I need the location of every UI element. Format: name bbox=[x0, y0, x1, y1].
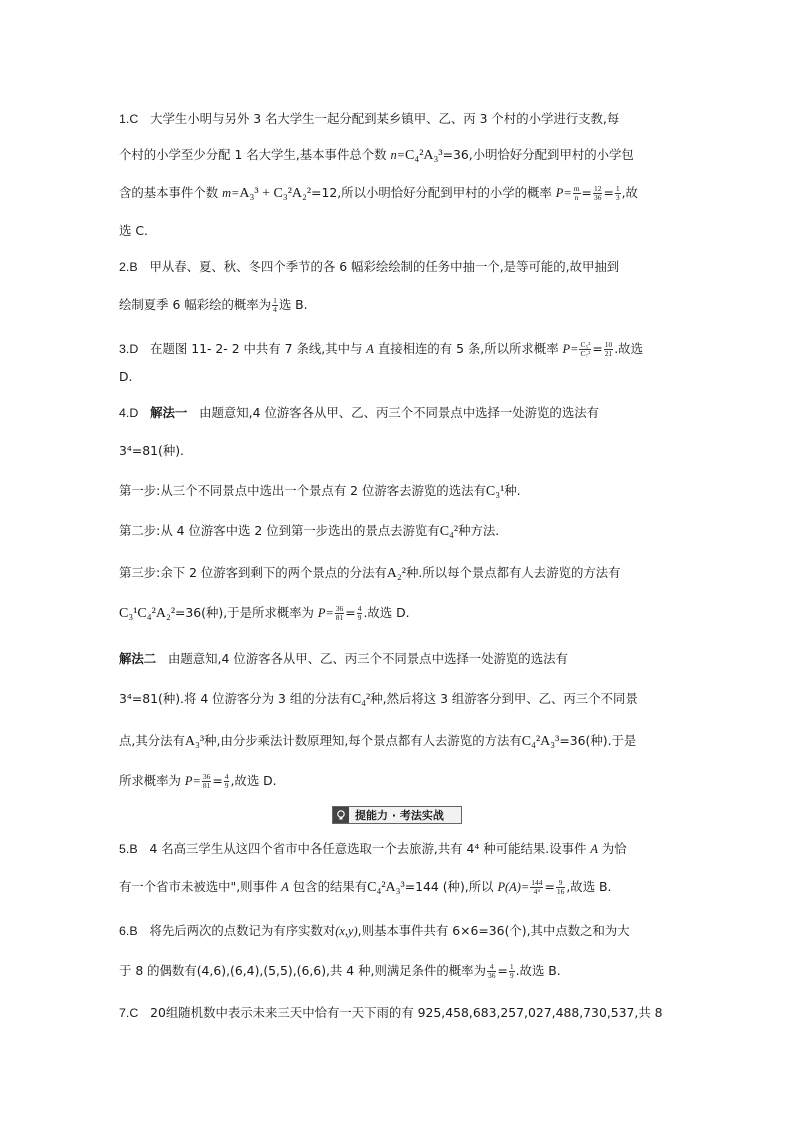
q4-line-1: 4.D 解法一 由题意知,4 位游客各从甲、乙、丙三个不同景点中选择一处游览的选法有 bbox=[119, 405, 599, 420]
q1-line-2: 个村的小学至少分配 1 名大学生,基本事件总个数 n=C₄²A₃³=36,小明恰好分配到甲村的小学包 bbox=[119, 147, 634, 163]
q7-line-1: 7.C 20组随机数中表示未来三天中恰有一天下雨的有 925,458,683,257,027,488,730,537,共 8 bbox=[119, 1005, 663, 1020]
q5-line-1: 5.B 4 名高三学生从这四个省市中各任意选取一个去旅游,共有 4⁴ 种可能结果.设事件 A 为恰 bbox=[119, 841, 627, 856]
section-title: 提能力 · 考法实战 bbox=[355, 809, 444, 822]
q7-label: 7.C bbox=[119, 1006, 139, 1020]
q1-line-1: 1.C 大学生小明与另外 3 名大学生一起分配到某乡镇甲、乙、丙 3 个村的小学进行支教,每 bbox=[119, 111, 620, 126]
q6-label: 6.B bbox=[119, 924, 138, 938]
q1-line-3: 含的基本事件个数 m=A₃³ + C₃²A₂²=12,所以小明恰好分配到甲村的小学的概率 P= $\frac{m}{n}$ = $\frac{12}{36}$ = $\frac{1}{3}$ ,故 bbox=[119, 184, 638, 202]
section-header bbox=[332, 806, 462, 824]
q1-line-4: 选 C. bbox=[119, 223, 148, 238]
q4-step-2: 第二步:从 4 位游客中选 2 位到第一步选出的景点去游览有C₄²种方法. bbox=[119, 523, 500, 539]
q4-method2-line-4: 所求概率为 P= $\frac{36}{81}$ = $\frac{4}{9}$ ,故选 D. bbox=[119, 772, 277, 790]
q3-line-1: 3.D 在题图 11- 2- 2 中共有 7 条线,其中与 A 直接相连的有 5 条,所以所求概率 P= $\frac{\text{C₅²}}{\text{C₇²}}$ = $\frac{10}{21}$ .故选 bbox=[119, 340, 643, 358]
q2-line-2: 绘制夏季 6 幅彩绘的概率为 $\frac{1}{4}$ 选 B. bbox=[119, 296, 308, 314]
q3-line-2: D. bbox=[119, 369, 133, 384]
q4-step-3: 第三步:余下 2 位游客到剩下的两个景点的分法有A₂²种.所以每个景点都有人去游览的方法有 bbox=[119, 565, 621, 581]
q6-line-1: 6.B 将先后两次的点数记为有序实数对(x,y),则基本事件共有 6×6=36(个),其中点数之和为大 bbox=[119, 923, 630, 938]
fraction: $\frac{m}{n}$ bbox=[573, 184, 580, 202]
q4-step-3-cont: C₃¹C₄²A₂²=36(种),于是所求概率为 P= $\frac{36}{81}$ = $\frac{4}{9}$ .故选 D. bbox=[119, 604, 410, 622]
q3-label: 3.D bbox=[119, 342, 139, 356]
q5-label: 5.B bbox=[119, 842, 138, 856]
q5-line-2: 有一个省市未被选中",则事件 A 包含的结果有C₄²A₃³=144 (种),所以 P(A)= $\frac{144}{\text{4⁴}}$ = $\frac{9}{16}$ ,故选 B. bbox=[119, 878, 612, 896]
q1-label: 1.C bbox=[119, 112, 139, 126]
q4-step-1: 第一步:从三个不同景点中选出一个景点有 2 位游客去游览的选法有C₃¹种. bbox=[119, 483, 521, 499]
q4-method2-line-2: 3⁴=81(种).将 4 位游客分为 3 组的分法有C₄²种,然后将这 3 组游客分到甲、乙、丙三个不同景 bbox=[119, 691, 638, 707]
q6-line-2: 于 8 的偶数有(4,6),(6,4),(5,5),(6,6),共 4 种,则满足条件的概率为 $\frac{4}{36}$ = $\frac{1}{9}$ .故选 B. bbox=[119, 962, 561, 980]
q4-method2-line-3: 点,其分法有A₃³种,由分步乘法计数原理知,每个景点都有人去游览的方法有C₄²A₃³=36(种).于是 bbox=[119, 733, 637, 749]
q2-label: 2.B bbox=[119, 260, 138, 274]
q4-method2-line-1: 解法二 由题意知,4 位游客各从甲、乙、丙三个不同景点中选择一处游览的选法有 bbox=[119, 651, 568, 666]
lightbulb-icon bbox=[333, 807, 349, 823]
q2-line-1: 2.B 甲从春、夏、秋、冬四个季节的各 6 幅彩绘绘制的任务中抽一个,是等可能的,故甲抽到 bbox=[119, 259, 620, 274]
q4-label: 4.D bbox=[119, 406, 139, 420]
combination-expr: C₄²A₃³ bbox=[405, 148, 443, 163]
q4-line-2: 3⁴=81(种). bbox=[119, 443, 184, 458]
